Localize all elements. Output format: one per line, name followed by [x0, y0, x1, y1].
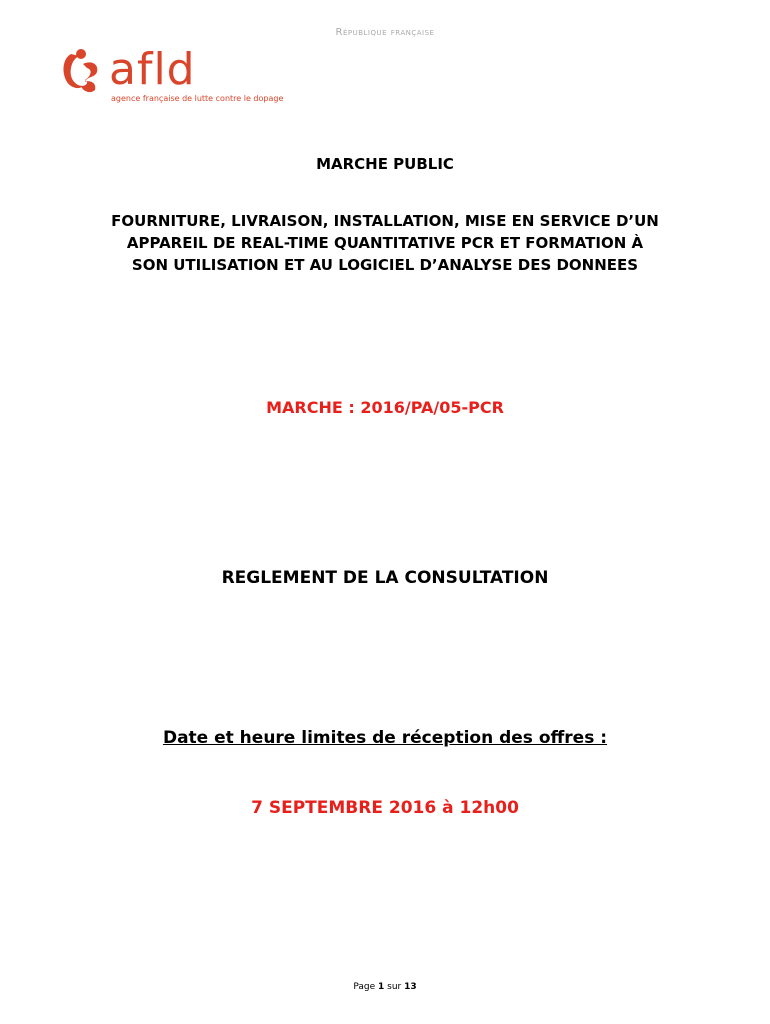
republique-header: République française — [335, 27, 435, 38]
contract-object-line: SON UTILISATION ET AU LOGICIEL D’ANALYSE DES DONNEES — [131, 256, 639, 274]
deadline-date: 7 SEPTEMBRE 2016 à 12h00 — [251, 798, 519, 818]
marche-reference: MARCHE : 2016/PA/05-PCR — [266, 398, 504, 417]
footer-sur-word: sur — [387, 982, 402, 992]
contract-object-title — [30, 210, 740, 276]
footer-page-word: Page — [353, 982, 376, 992]
contract-object-line: APPAREIL DE REAL-TIME QUANTITATIVE PCR ET FORMATION À — [126, 234, 644, 252]
page-footer — [0, 982, 770, 992]
marche-public-title: MARCHE PUBLIC — [316, 155, 454, 173]
afld-logo-mark-icon — [57, 46, 107, 96]
afld-logo — [57, 46, 287, 108]
afld-logo-wordmark: afld — [109, 44, 196, 95]
reglement-title: REGLEMENT DE LA CONSULTATION — [221, 568, 549, 588]
deadline-label: Date et heure limites de réception des offres : — [162, 728, 608, 748]
footer-page-number: 1 — [378, 982, 385, 992]
afld-logo-tagline: agence française de lutte contre le dopage — [111, 94, 284, 103]
footer-total-pages: 13 — [404, 982, 417, 992]
contract-object-line: FOURNITURE, LIVRAISON, INSTALLATION, MISE EN SERVICE D’UN — [111, 212, 659, 230]
